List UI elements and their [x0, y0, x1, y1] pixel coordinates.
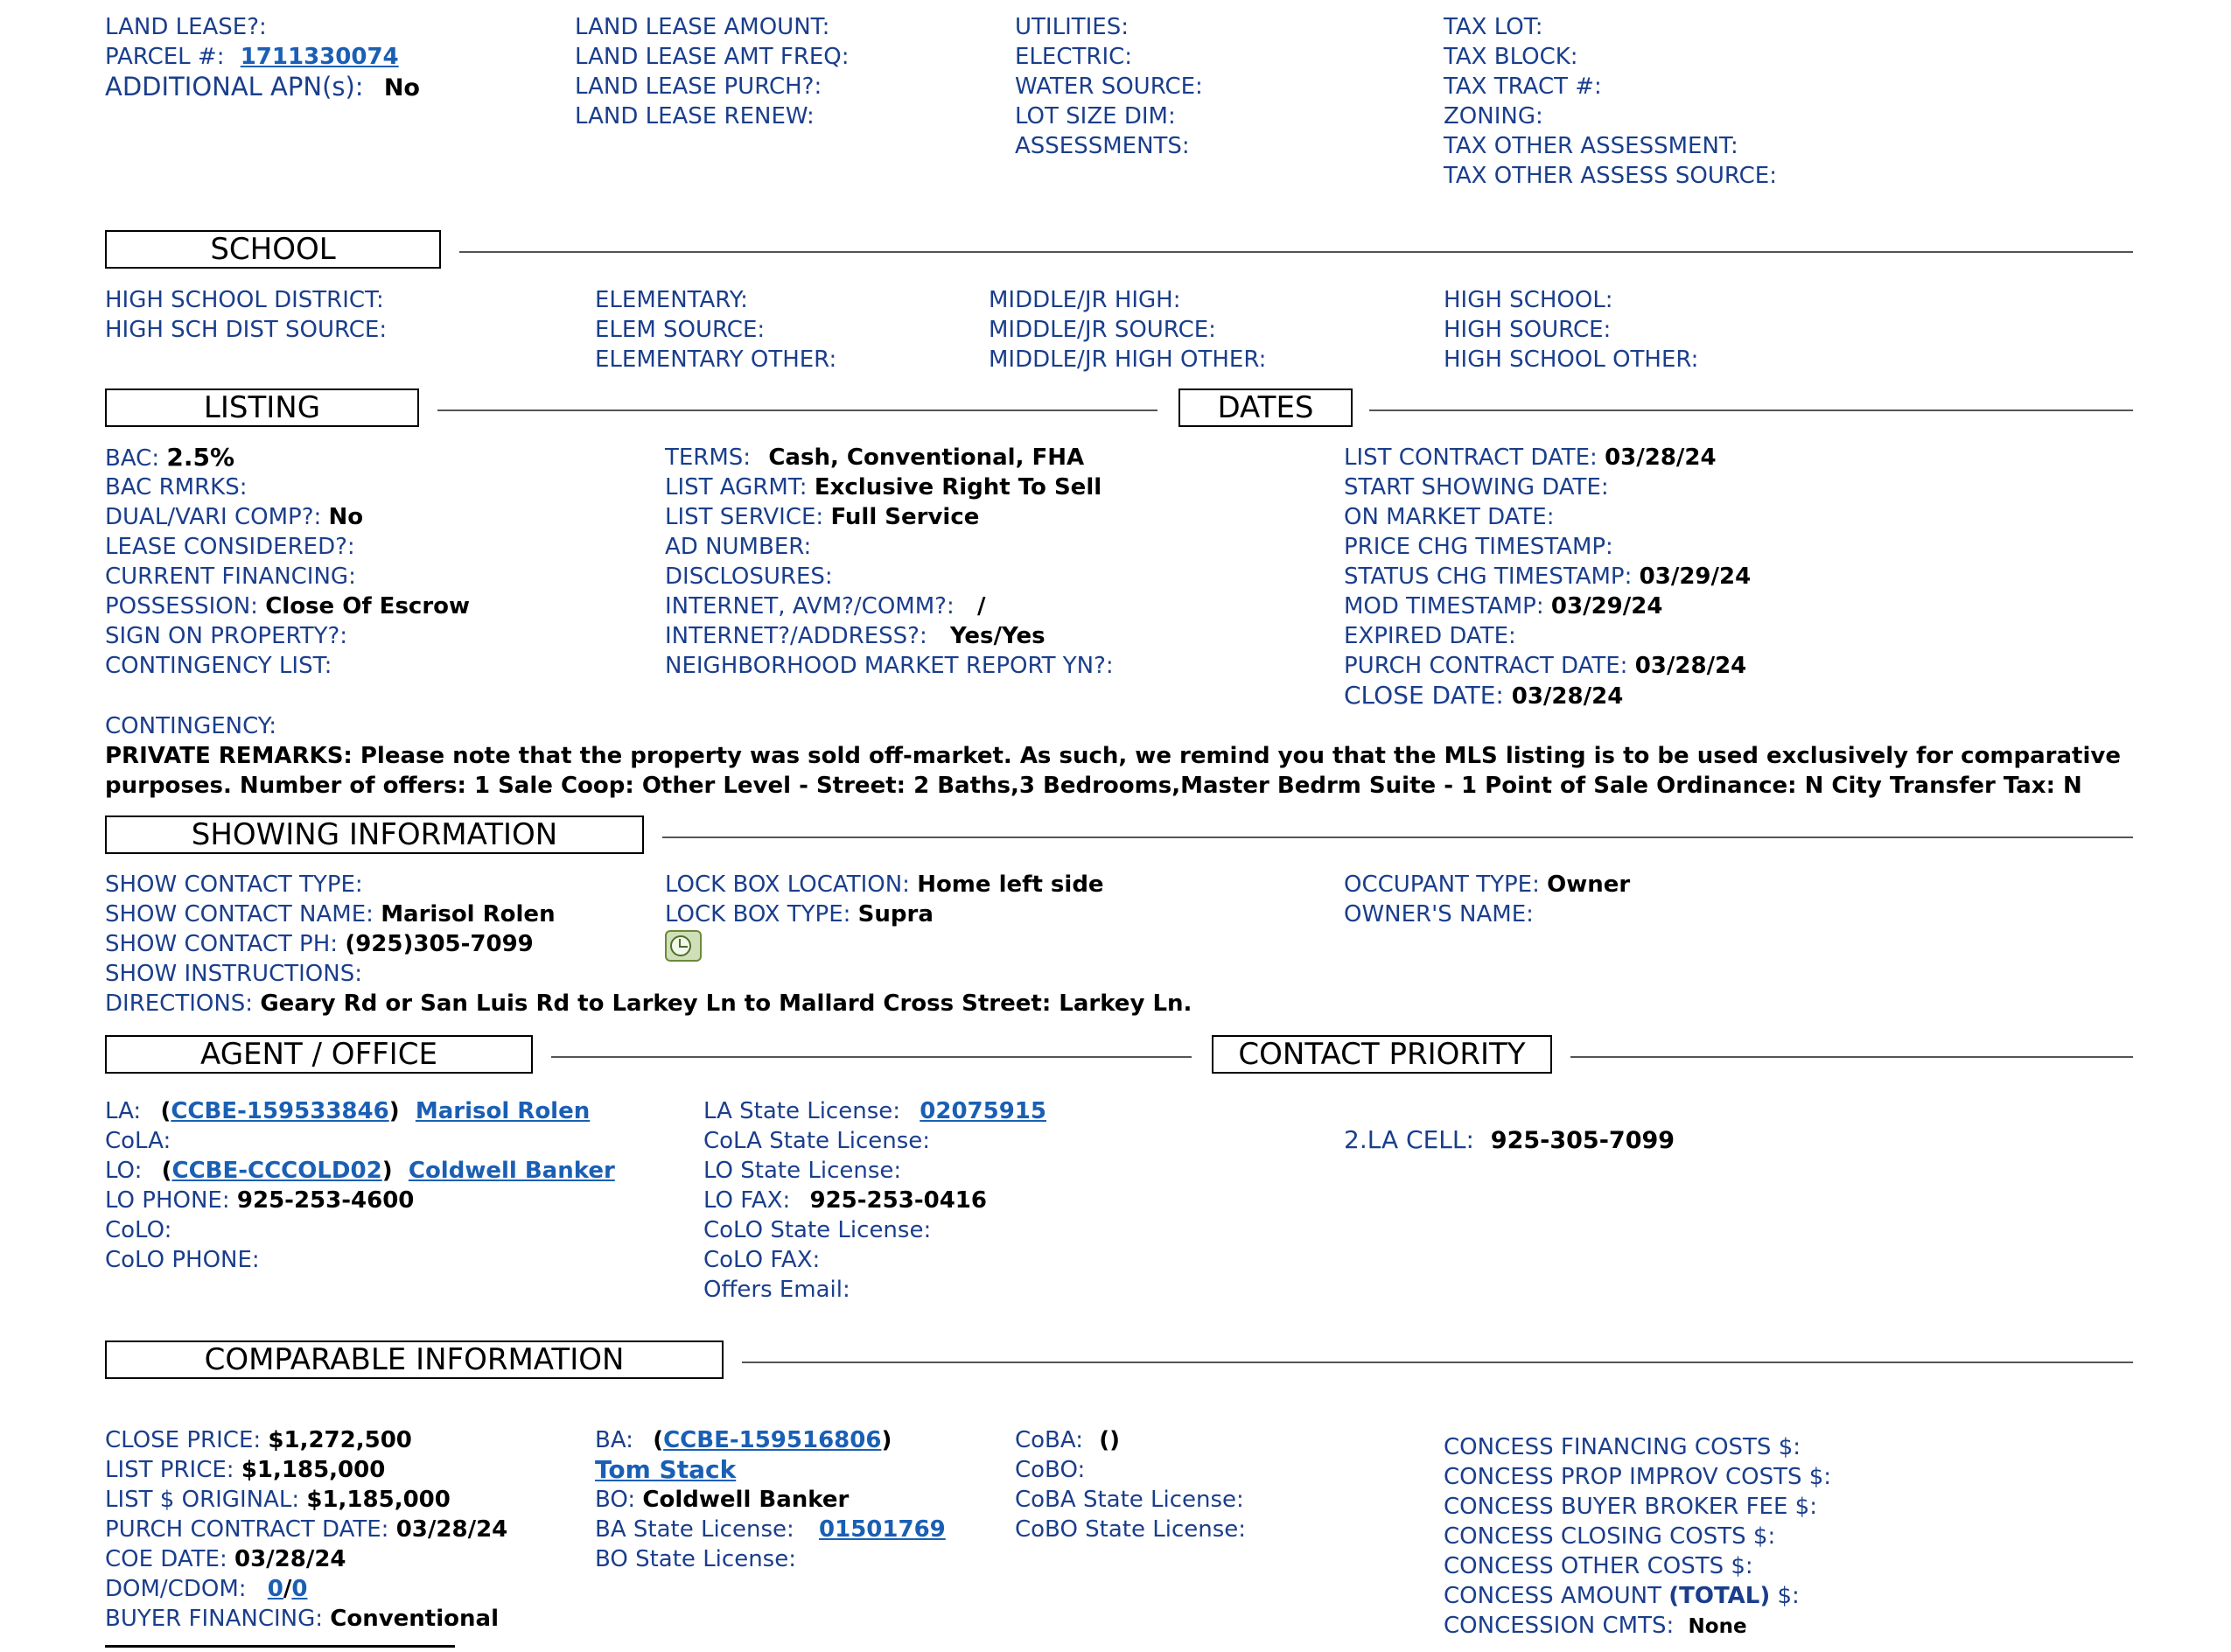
agent-office-divider: [551, 1056, 1192, 1058]
la-cell-value: 925-305-7099: [1490, 1127, 1675, 1154]
water-source-label: WATER SOURCE:: [1015, 74, 1203, 100]
list-contract-date-row: [1344, 443, 1717, 472]
lo-fax-value: 925-253-0416: [809, 1187, 987, 1214]
cdom-link[interactable]: 0: [291, 1576, 308, 1602]
on-market-date-label: ON MARKET DATE:: [1344, 504, 1555, 530]
list-orig-row: [105, 1485, 451, 1515]
high-sch-dist-source-label: HIGH SCH DIST SOURCE:: [105, 317, 388, 343]
ba-name-link[interactable]: Tom Stack: [595, 1455, 737, 1484]
purch-contract-date-value: 03/28/24: [1634, 653, 1747, 679]
concession-cmts-value: None: [1688, 1615, 1747, 1638]
lo-fax-label: LO FAX:: [703, 1187, 791, 1214]
tax-other-assessment-label: TAX OTHER ASSESSMENT:: [1444, 133, 1738, 159]
show-instructions-label: SHOW INSTRUCTIONS:: [105, 961, 362, 987]
lock-box-location-label: LOCK BOX LOCATION:: [665, 872, 910, 898]
occupant-type-label: OCCUPANT TYPE:: [1344, 872, 1540, 898]
elementary-label: ELEMENTARY:: [595, 287, 748, 313]
contact-priority-divider: [1570, 1056, 2133, 1058]
terms-value: Cash, Conventional, FHA: [768, 444, 1085, 471]
cola-state-label: CoLA State License:: [703, 1128, 931, 1154]
show-contact-name-row: [105, 900, 556, 929]
dom-link[interactable]: 0: [267, 1576, 283, 1602]
buyer-financing-value: Conventional: [330, 1606, 499, 1632]
lock-box-type-value: Supra: [857, 901, 934, 928]
lease-considered-label: LEASE CONSIDERED?:: [105, 534, 355, 560]
list-price-value: $1,185,000: [241, 1457, 386, 1483]
comparable-divider: [742, 1362, 2133, 1363]
la-state-link[interactable]: 02075915: [920, 1098, 1046, 1124]
dom-row: [105, 1574, 307, 1604]
close-date-row: [1344, 681, 1623, 711]
start-showing-date-label: START SHOWING DATE:: [1344, 474, 1609, 500]
cola-label: CoLA:: [105, 1128, 171, 1154]
concess-buyer-broker-label: CONCESS BUYER BROKER FEE $:: [1444, 1494, 1817, 1520]
land-lease-purch-label: LAND LEASE PURCH?:: [575, 74, 822, 100]
lock-box-location-row: [665, 870, 1104, 900]
lo-name-link[interactable]: Coldwell Banker: [408, 1158, 615, 1184]
additional-apn-value: No: [383, 74, 420, 102]
concession-cmts-label: CONCESSION CMTS:: [1444, 1613, 1675, 1639]
concess-closing-label: CONCESS CLOSING COSTS $:: [1444, 1523, 1776, 1550]
land-lease-amount-label: LAND LEASE AMOUNT:: [575, 14, 830, 40]
middle-jr-high-other-label: MIDDLE/JR HIGH OTHER:: [989, 346, 1267, 373]
high-source-label: HIGH SOURCE:: [1444, 317, 1612, 343]
dual-vari-value: No: [328, 504, 364, 530]
coba-row: [1015, 1425, 1120, 1455]
internet-avm-value: /: [977, 593, 986, 620]
concess-amount-label: CONCESS AMOUNT: [1444, 1583, 1669, 1609]
elementary-other-label: ELEMENTARY OTHER:: [595, 346, 837, 373]
offers-email-label: Offers Email:: [703, 1277, 850, 1303]
ba-label: BA:: [595, 1427, 633, 1453]
bo-row: [595, 1485, 849, 1515]
la-label: LA:: [105, 1098, 142, 1124]
cobo-state-label: CoBO State License:: [1015, 1516, 1247, 1543]
list-agrmt-row: [665, 472, 1102, 502]
dom-label: DOM/CDOM:: [105, 1576, 247, 1602]
la-cell-row: [1344, 1125, 1675, 1156]
concess-financing-label: CONCESS FINANCING COSTS $:: [1444, 1434, 1801, 1460]
purch-contract-date-row: [1344, 651, 1746, 681]
dual-vari-label: DUAL/VARI COMP?:: [105, 504, 322, 530]
la-state-label: LA State License:: [703, 1098, 900, 1124]
lo-state-label: LO State License:: [703, 1158, 902, 1184]
dates-section-header: DATES: [1178, 388, 1353, 427]
expired-date-label: EXPIRED DATE:: [1344, 623, 1516, 649]
ad-number-label: AD NUMBER:: [665, 534, 812, 560]
coba-state-label: CoBA State License:: [1015, 1487, 1244, 1513]
la-cell-label: 2.LA CELL:: [1344, 1125, 1474, 1154]
disclosures-label: DISCLOSURES:: [665, 564, 833, 590]
lo-phone-row: [105, 1186, 414, 1215]
parcel-link[interactable]: 1711330074: [240, 44, 399, 70]
list-orig-label: LIST $ ORIGINAL:: [105, 1487, 300, 1513]
bac-row: [105, 443, 234, 473]
directions-value: Geary Rd or San Luis Rd to Larkey Ln to Mallard Cross Street: Larkey Ln.: [260, 990, 1192, 1017]
additional-apn-row: [105, 72, 420, 103]
directions-label: DIRECTIONS:: [105, 990, 254, 1017]
showing-section-header: SHOWING INFORMATION: [105, 816, 644, 854]
tax-block-label: TAX BLOCK:: [1444, 44, 1578, 70]
contingency-list-label: CONTINGENCY LIST:: [105, 653, 332, 679]
showing-divider: [662, 836, 2133, 838]
show-contact-name-value: Marisol Rolen: [381, 901, 556, 928]
tax-lot-label: TAX LOT:: [1444, 14, 1543, 40]
showing-schedule-icon[interactable]: [665, 930, 702, 962]
ba-row: [595, 1425, 892, 1455]
lo-paren-close: ): [381, 1158, 393, 1184]
close-price-row: [105, 1425, 412, 1455]
list-price-label: LIST PRICE:: [105, 1457, 234, 1483]
lo-label: LO:: [105, 1158, 143, 1184]
close-price-label: CLOSE PRICE:: [105, 1427, 262, 1453]
concession-cmts-row: [1444, 1611, 1747, 1642]
list-contract-date-value: 03/28/24: [1605, 444, 1717, 471]
high-school-district-label: HIGH SCHOOL DISTRICT:: [105, 287, 384, 313]
private-remarks-line2: purposes. Number of offers: 1 Sale Coop: Other Level - Street: 2 Baths,3 Bedrooms,Master Bedrm Suite - 1 Point of Sale Ordinance: N City Transfer Tax: N: [105, 773, 2082, 799]
tax-other-assess-source-label: TAX OTHER ASSESS SOURCE:: [1444, 163, 1777, 189]
show-contact-name-label: SHOW CONTACT NAME:: [105, 901, 374, 928]
purch-contract-date-label: PURCH CONTRACT DATE:: [1344, 653, 1628, 679]
colo-state-label: CoLO State License:: [703, 1217, 932, 1243]
terms-row: [665, 443, 1084, 472]
lo-fax-row: [703, 1186, 987, 1215]
lo-phone-value: 925-253-4600: [236, 1187, 415, 1214]
list-agrmt-label: LIST AGRMT:: [665, 474, 808, 500]
ba-paren-open: (: [653, 1427, 664, 1453]
dom-separator: /: [283, 1576, 292, 1602]
lo-row: [105, 1156, 615, 1186]
current-financing-label: CURRENT FINANCING:: [105, 564, 356, 590]
middle-jr-source-label: MIDDLE/JR SOURCE:: [989, 317, 1216, 343]
la-state-row: [703, 1096, 1046, 1126]
show-contact-type-label: SHOW CONTACT TYPE:: [105, 872, 363, 898]
close-date-label: CLOSE DATE:: [1344, 681, 1504, 710]
colo-label: CoLO:: [105, 1217, 172, 1243]
lo-id-link[interactable]: CCBE-CCCOLD02: [171, 1158, 382, 1184]
neighborhood-report-label: NEIGHBORHOOD MARKET REPORT YN?:: [665, 653, 1114, 679]
la-row: [105, 1096, 590, 1126]
concess-amount-total: (TOTAL): [1668, 1583, 1771, 1609]
possession-value: Close Of Escrow: [265, 593, 471, 620]
comp-purch-row: [105, 1515, 507, 1544]
show-contact-ph-label: SHOW CONTACT PH:: [105, 931, 339, 957]
bac-label: BAC:: [105, 445, 160, 472]
lock-box-type-label: LOCK BOX TYPE:: [665, 901, 851, 928]
dual-vari-row: [105, 502, 363, 532]
clock-icon: [665, 930, 702, 962]
list-price-row: [105, 1455, 385, 1485]
ba-state-row: [595, 1515, 946, 1544]
elem-source-label: ELEM SOURCE:: [595, 317, 766, 343]
directions-row: [105, 989, 1192, 1018]
possession-label: POSSESSION:: [105, 593, 258, 620]
electric-label: ELECTRIC:: [1015, 44, 1133, 70]
list-service-value: Full Service: [830, 504, 980, 530]
ba-paren-close: ): [881, 1427, 892, 1453]
concess-amount-suffix: $:: [1770, 1583, 1800, 1609]
parcel-label: PARCEL #:: [105, 44, 225, 70]
buyer-financing-label: BUYER FINANCING:: [105, 1606, 323, 1632]
comp-purch-value: 03/28/24: [395, 1516, 508, 1543]
internet-address-label: INTERNET?/ADDRESS?:: [665, 623, 927, 649]
ba-name-row: [595, 1455, 736, 1485]
lo-paren-open: (: [161, 1158, 172, 1184]
bo-state-label: BO State License:: [595, 1546, 796, 1572]
sign-on-property-label: SIGN ON PROPERTY?:: [105, 623, 348, 649]
colo-phone-label: CoLO PHONE:: [105, 1247, 260, 1273]
zoning-label: ZONING:: [1444, 103, 1543, 130]
lock-box-type-row: [665, 900, 934, 929]
price-chg-timestamp-label: PRICE CHG TIMESTAMP:: [1344, 534, 1613, 560]
concess-prop-improv-label: CONCESS PROP IMPROV COSTS $:: [1444, 1464, 1832, 1490]
agent-office-section-header: AGENT / OFFICE: [105, 1035, 533, 1074]
la-paren-close: ): [388, 1098, 400, 1124]
parcel-row: [105, 42, 399, 72]
school-section-header: SCHOOL: [105, 230, 441, 269]
la-name-link[interactable]: Marisol Rolen: [415, 1098, 591, 1124]
assessments-label: ASSESSMENTS:: [1015, 133, 1190, 159]
additional-apn-label: ADDITIONAL APN(s):: [105, 72, 364, 102]
school-divider: [459, 251, 2133, 253]
status-chg-row: [1344, 562, 1751, 592]
coe-label: COE DATE:: [105, 1546, 227, 1572]
close-price-value: $1,272,500: [268, 1427, 412, 1453]
bac-rmrks-label: BAC RMRKS:: [105, 474, 248, 500]
mod-timestamp-value: 03/29/24: [1550, 593, 1663, 620]
contingency-label: CONTINGENCY:: [105, 713, 276, 739]
private-remarks-line1: PRIVATE REMARKS: Please note that the property was sold off-market. As such, we remind you that the MLS listing is to be used exclusively for comparative: [105, 743, 2121, 769]
bottom-rule: [105, 1645, 455, 1648]
occupant-type-row: [1344, 870, 1630, 900]
buyer-financing-row: [105, 1604, 499, 1634]
utilities-label: UTILITIES:: [1015, 14, 1129, 40]
show-contact-ph-value: (925)305-7099: [345, 931, 534, 957]
comparable-section-header: COMPARABLE INFORMATION: [105, 1340, 724, 1379]
internet-address-value: Yes/Yes: [949, 623, 1046, 649]
coe-value: 03/28/24: [234, 1546, 346, 1572]
bac-value: 2.5%: [166, 443, 235, 472]
ba-id-link[interactable]: CCBE-159516806: [663, 1427, 882, 1453]
colo-fax-label: CoLO FAX:: [703, 1247, 821, 1273]
coe-row: [105, 1544, 346, 1574]
status-chg-value: 03/29/24: [1639, 564, 1752, 590]
occupant-type-value: Owner: [1547, 872, 1631, 898]
mod-timestamp-label: MOD TIMESTAMP:: [1344, 593, 1544, 620]
list-service-label: LIST SERVICE:: [665, 504, 824, 530]
list-service-row: [665, 502, 979, 532]
ba-state-link[interactable]: 01501769: [819, 1516, 946, 1543]
list-contract-date-label: LIST CONTRACT DATE:: [1344, 444, 1598, 471]
show-contact-ph-row: [105, 929, 534, 959]
coba-label: CoBA:: [1015, 1427, 1083, 1453]
internet-avm-row: [665, 592, 986, 621]
bo-value: Coldwell Banker: [642, 1487, 850, 1513]
concess-other-label: CONCESS OTHER COSTS $:: [1444, 1553, 1753, 1579]
list-orig-value: $1,185,000: [306, 1487, 451, 1513]
internet-avm-label: INTERNET, AVM?/COMM?:: [665, 593, 955, 620]
internet-address-row: [665, 621, 1046, 651]
status-chg-label: STATUS CHG TIMESTAMP:: [1344, 564, 1633, 590]
lo-phone-label: LO PHONE:: [105, 1187, 230, 1214]
contact-priority-section-header: CONTACT PRIORITY: [1212, 1035, 1552, 1074]
la-paren-open: (: [160, 1098, 171, 1124]
listing-divider: [437, 410, 1157, 411]
coba-value: (): [1099, 1427, 1121, 1453]
lock-box-location-value: Home left side: [917, 872, 1104, 898]
concess-amount-row: [1444, 1581, 1800, 1611]
close-date-value: 03/28/24: [1511, 683, 1624, 710]
land-lease-amt-freq-label: LAND LEASE AMT FREQ:: [575, 44, 850, 70]
land-lease-label: LAND LEASE?:: [105, 14, 267, 40]
listing-section-header: LISTING: [105, 388, 419, 427]
mod-timestamp-row: [1344, 592, 1662, 621]
owners-name-label: OWNER'S NAME:: [1344, 901, 1534, 928]
high-school-other-label: HIGH SCHOOL OTHER:: [1444, 346, 1699, 373]
middle-jr-high-label: MIDDLE/JR HIGH:: [989, 287, 1181, 313]
dates-divider: [1369, 410, 2133, 411]
possession-row: [105, 592, 470, 621]
land-lease-renew-label: LAND LEASE RENEW:: [575, 103, 815, 130]
cobo-label: CoBO:: [1015, 1457, 1086, 1483]
comp-purch-label: PURCH CONTRACT DATE:: [105, 1516, 389, 1543]
la-id-link[interactable]: CCBE-159533846: [171, 1098, 389, 1124]
list-agrmt-value: Exclusive Right To Sell: [814, 474, 1102, 500]
terms-label: TERMS:: [665, 444, 752, 471]
high-school-label: HIGH SCHOOL:: [1444, 287, 1613, 313]
bo-label: BO:: [595, 1487, 636, 1513]
lot-size-dim-label: LOT SIZE DIM:: [1015, 103, 1176, 130]
ba-state-label: BA State License:: [595, 1516, 794, 1543]
tax-tract-label: TAX TRACT #:: [1444, 74, 1602, 100]
